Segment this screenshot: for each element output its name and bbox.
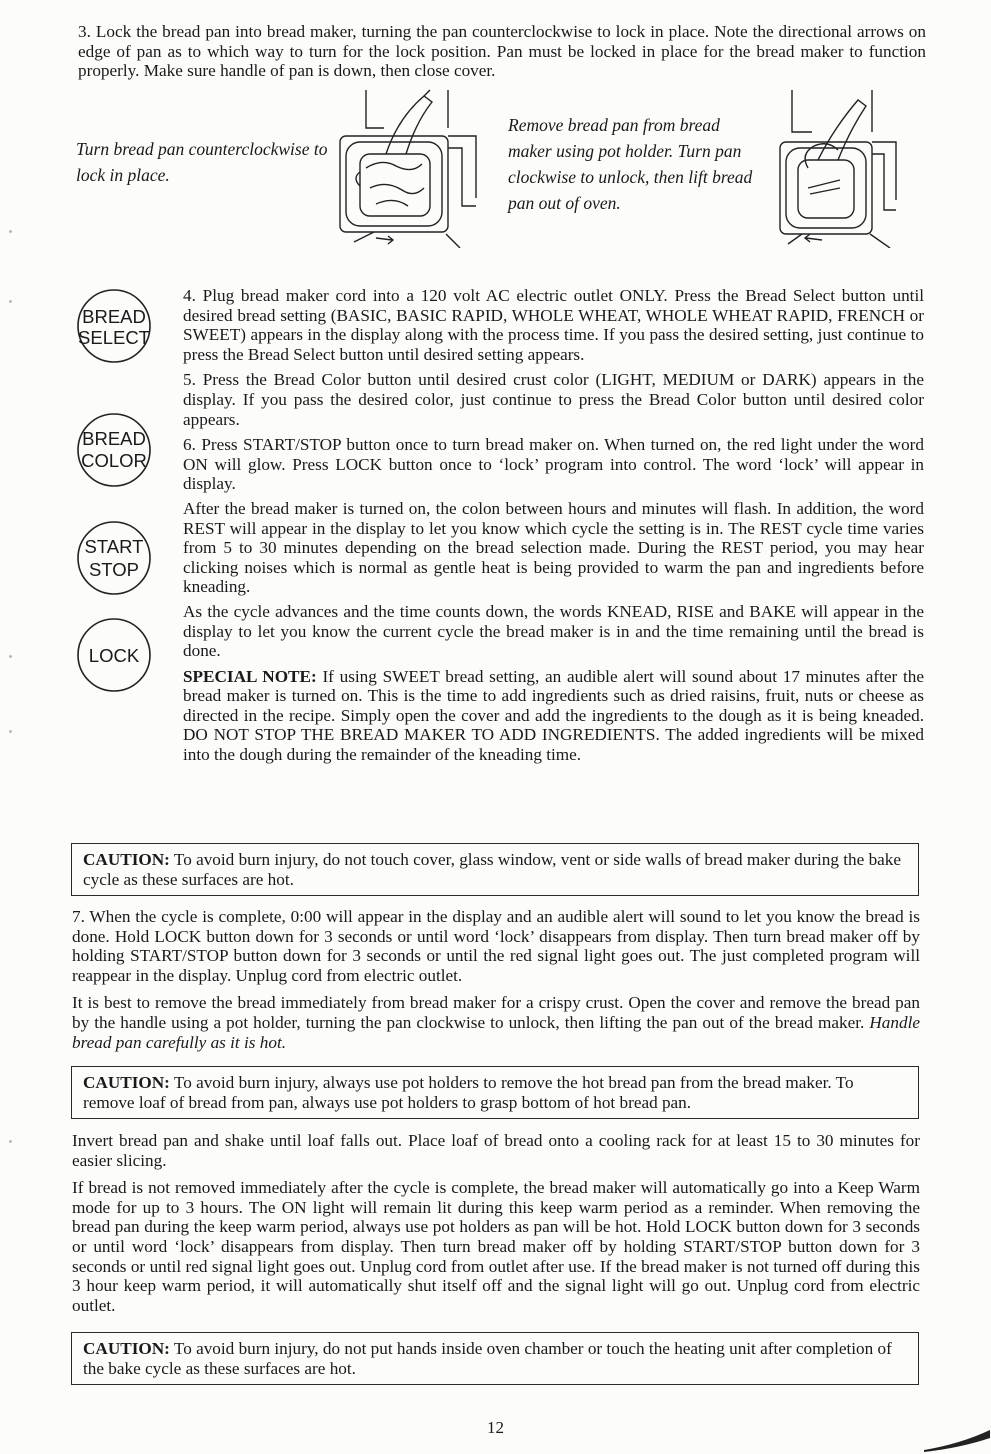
special-note-label: SPECIAL NOTE:	[183, 666, 317, 686]
bread-select-button-icon	[76, 288, 152, 364]
step-4-paragraph: 4. Plug bread maker cord into a 120 volt AC electric outlet ONLY. Press the Bread Select button until desired bread setting (BASIC, BASIC RAPID, WHOLE WHEAT, WHOLE WHEAT RAPID, FRENCH or SWEET) appears in the display along with the process time. If you pass the desired setting, just continue to press the Bread Select button until desired setting appears.	[183, 286, 924, 364]
figure-left-caption: Turn bread pan counterclockwise to lock in place.	[76, 139, 328, 185]
scan-speck	[9, 230, 12, 233]
caution-3-text: To avoid burn injury, do not put hands inside oven chamber or touch the heating unit after completion of the bake cycle as these surfaces are hot.	[83, 1339, 892, 1378]
step-6-paragraph: 6. Press START/STOP button once to turn bread maker on. When turned on, the red light under the word ON will glow. Press LOCK button once to ‘lock’ program into control. The word ‘lock’ will appear in display.	[183, 435, 924, 494]
bread-color-label-line2: COLOR	[81, 450, 147, 471]
steps-column	[183, 286, 924, 771]
remove-pan-illustration	[778, 88, 910, 248]
scan-speck	[9, 300, 12, 303]
step-3-paragraph: 3. Lock the bread pan into bread maker, turning the pan counterclockwise to lock in place. Note the directional arrows on edge of pan as to which way to turn for the lock position. Pan must be locked in place for the bread maker to function properly. Make sure handle of pan is down, then close cover.	[78, 22, 926, 81]
remove-bread-text: It is best to remove the bread immediately from bread maker for a crispy crust. Open the cover and remove the bread pan by the handle using a pot holder, turning the pan clockwise to unlock, then lifting the pan out of the bread maker.	[72, 993, 920, 1032]
bread-color-label-line1: BREAD	[82, 428, 146, 449]
scan-speck	[9, 730, 12, 733]
special-note-text: If using SWEET bread setting, an audible alert will sound about 17 minutes after the bread maker is turned on. This is the time to add ingredients such as dried raisins, fruit, nuts or cheese as directed in the recipe. Simply open the cover and add the ingredients to the dough as it is being kneaded. DO NOT STOP THE BREAD MAKER TO ADD INGREDIENTS. The added ingredients will be mixed into the dough during the remainder of the kneading time.	[183, 666, 925, 765]
step-5-paragraph: 5. Press the Bread Color button until desired crust color (LIGHT, MEDIUM or DARK) appears in the display. If you pass the desired color, just continue to press the Bread Color button until desired color appears.	[183, 370, 924, 429]
bread-select-label-line2: SELECT	[78, 327, 150, 348]
start-stop-button-icon	[76, 520, 152, 596]
caution-label: CAUTION:	[83, 1073, 170, 1092]
after-baking-block	[72, 1131, 920, 1323]
caution-box-oven-chamber	[71, 1332, 919, 1385]
bread-select-label-line1: BREAD	[82, 306, 146, 327]
caution-2-text: To avoid burn injury, always use pot holders to remove the hot bread pan from the bread maker. To remove loaf of bread from pan, always use pot holders to grasp bottom of hot bread pan.	[83, 1073, 854, 1112]
caution-label: CAUTION:	[83, 850, 170, 869]
remove-bread-paragraph	[72, 993, 920, 1052]
lock-pan-illustration	[336, 88, 486, 248]
page-number: 12	[487, 1418, 504, 1437]
caution-1-text: To avoid burn injury, do not touch cover, glass window, vent or side walls of bread maker during the bake cycle as these surfaces are hot.	[83, 850, 902, 889]
step-7-block	[72, 907, 920, 1060]
scan-speck	[9, 655, 12, 658]
caution-label: CAUTION:	[83, 1339, 170, 1358]
cycle-advances-paragraph: As the cycle advances and the time counts down, the words KNEAD, RISE and BAKE will appear in the display to let you know the current cycle the bread maker is in and the time remaining until the bread is done.	[183, 601, 924, 661]
special-note-paragraph	[183, 667, 924, 765]
scan-speck	[9, 1140, 12, 1143]
caution-box-bake-surfaces	[71, 843, 919, 896]
lock-label: LOCK	[88, 645, 140, 666]
figure-right-caption: Remove bread pan from bread maker using pot holder. Turn pan clockwise to unlock, then lift bread pan out of oven.	[508, 115, 753, 213]
start-stop-label-line1: START	[84, 536, 144, 557]
invert-pan-paragraph: Invert bread pan and shake until loaf falls out. Place loaf of bread onto a cooling rack for at least 15 to 30 minutes for easier slicing.	[72, 1131, 920, 1170]
caution-box-pot-holders	[71, 1066, 919, 1119]
scan-edge-mark	[920, 1428, 991, 1454]
bread-color-button-icon	[76, 412, 152, 488]
start-stop-label-line2: STOP	[88, 559, 140, 580]
step-7-paragraph: 7. When the cycle is complete, 0:00 will appear in the display and an audible alert will sound to let you know the bread is done. Hold LOCK button down for 3 seconds or until word ‘lock’ disappears from display. Then turn bread maker off by holding START/STOP button down for 3 seconds or until the red signal light goes out. The just completed program will reappear in the display. Unplug cord from electric outlet.	[72, 907, 920, 985]
lock-button-icon	[76, 617, 152, 693]
remove-bread-italic: Handle bread pan carefully as it is hot.	[72, 1012, 920, 1052]
keep-warm-paragraph: If bread is not removed immediately after the cycle is complete, the bread maker will automatically go into a Keep Warm mode for up to 3 hours. The ON light will remain lit during this keep warm period as a reminder. When removing the bread pan during the keep warm period, always use pot holders as pan will be hot. Hold LOCK button down for 3 seconds or until word ‘lock’ disappears from display. Then turn bread maker off by holding START/STOP button down for 3 seconds or until red signal light goes out. Unplug cord from outlet after use. If the bread maker is not turned off during this 3 hour keep warm period, it will automatically shut itself off and the signal light will go out. Unplug cord from electric outlet.	[72, 1178, 920, 1315]
after-turned-on-paragraph: After the bread maker is turned on, the colon between hours and minutes will flash. In addition, the word REST will appear in the display to let you know which cycle the setting is in. The REST cycle time varies from 5 to 30 minutes depending on the bread selection made. During the REST period, you may hear clicking noises which is normal as gentle heat is being provided to warm the pan and ingredients before kneading.	[183, 498, 924, 597]
